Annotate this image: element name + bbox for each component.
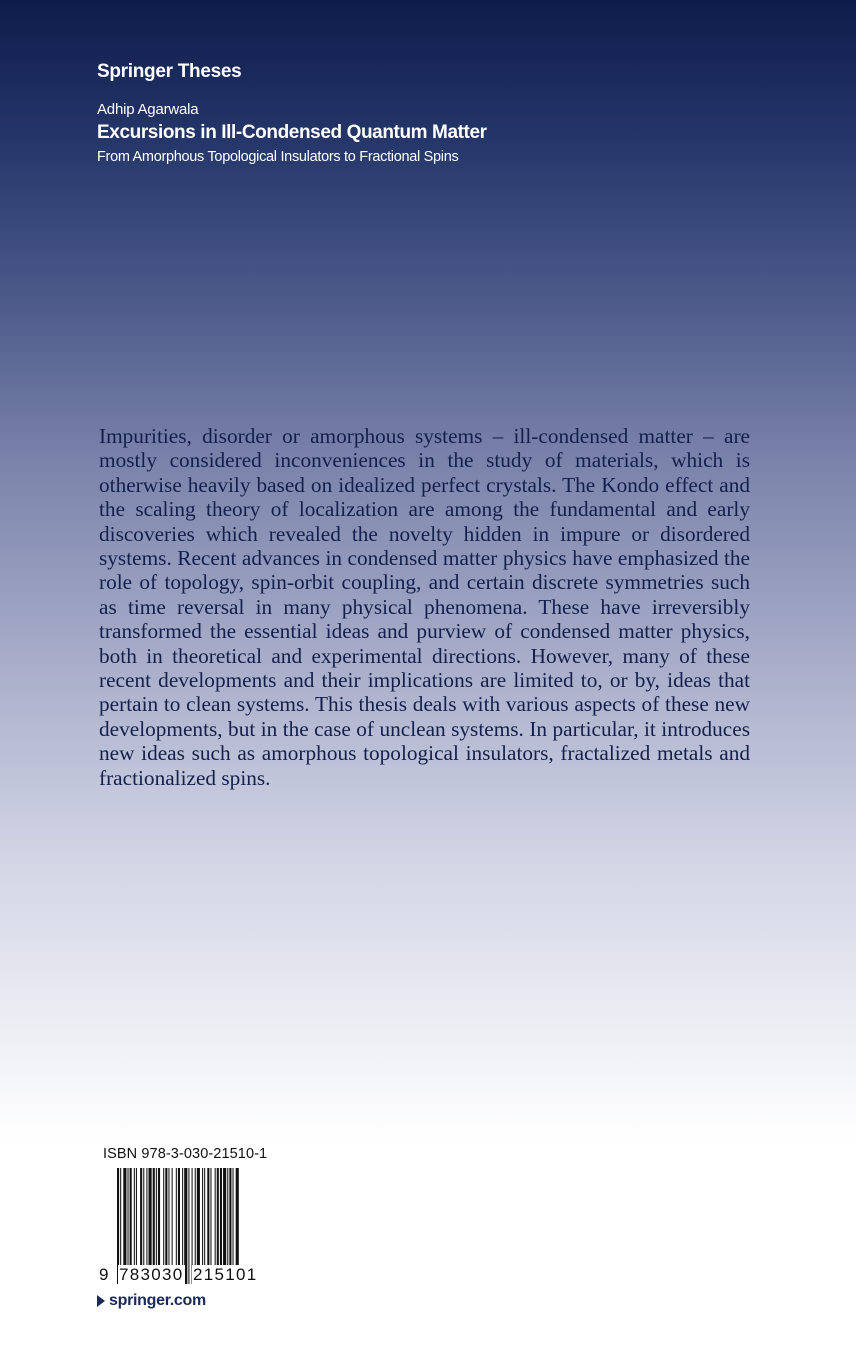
author-name: Adhip Agarwala <box>97 101 199 118</box>
barcode-digits <box>98 1265 268 1287</box>
book-subtitle: From Amorphous Topological Insulators to Fractional Spins <box>97 149 459 165</box>
book-title: Excursions in Ill-Condensed Quantum Matter <box>97 122 487 143</box>
website-label: springer.com <box>109 1292 206 1309</box>
isbn-label: ISBN 978-3-030-21510-1 <box>103 1146 268 1162</box>
series-name: Springer Theses <box>97 61 242 82</box>
barcode-lead-digit: 9 <box>99 1265 109 1284</box>
blurb-text: Impurities, disorder or amorphous systems – ill-condensed matter – are mostly considered inconveniences in the study of materials, which is otherwise heavily based on idealized perfect crystals. The Kondo effect and the scaling theory of localization are among the fundamental and early discoveries which revealed the novelty hidden in impure or disordered systems. Recent advances in condensed matter physics have emphasized the role of topology, spin-orbit coupling, and certain discrete symmetries such as time reversal in many physical phenomena. These have irreversibly transformed the essential ideas and purview of condensed matter physics, both in theoretical and experimental directions. However, many of these recent developments and their implications are limited to, or by, ideas that pertain to clean systems. This thesis deals with various aspects of these new developments, but in the case of unclean systems. In particular, it introduces new ideas such as amorphous topological insulators, fractalized metals and fractionalized spins. <box>99 424 750 790</box>
barcode-left-digits: 783030 <box>119 1265 184 1284</box>
website-link[interactable] <box>97 1292 206 1310</box>
barcode-right-digits: 215101 <box>193 1265 258 1284</box>
arrow-right-icon <box>97 1295 105 1307</box>
